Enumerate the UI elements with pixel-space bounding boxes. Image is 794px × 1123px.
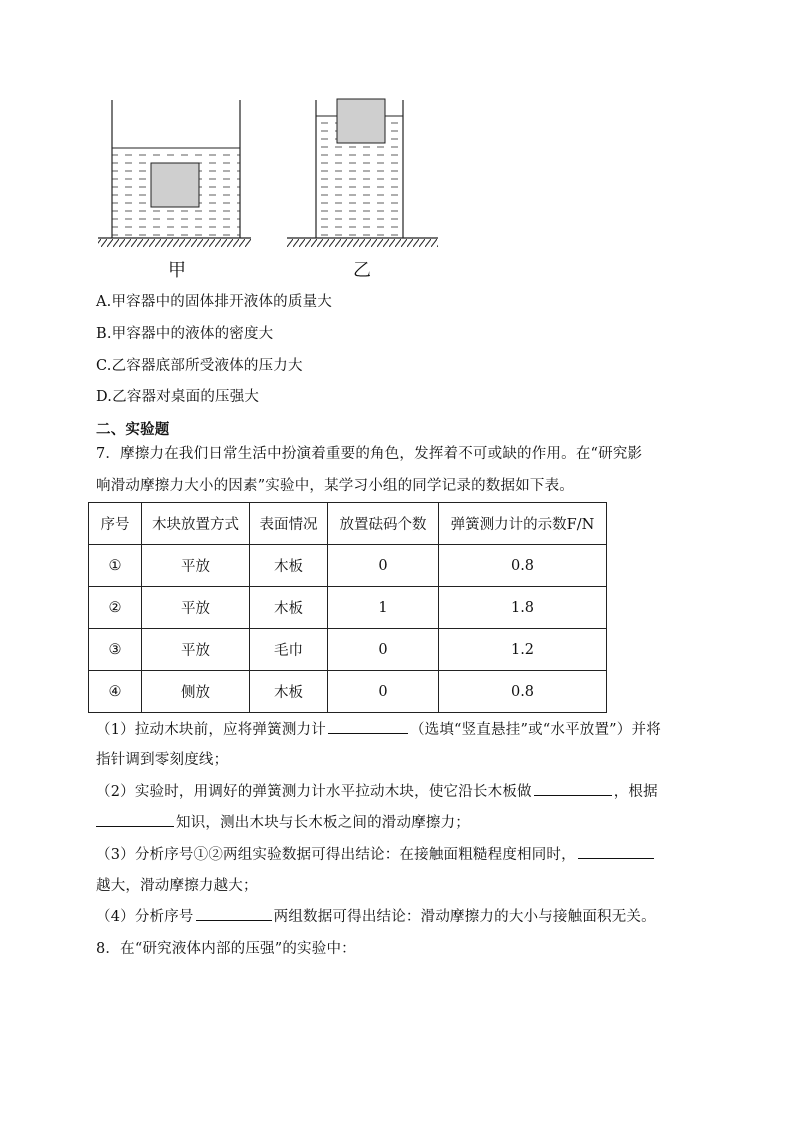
table-cell: 侧放 <box>142 671 250 713</box>
table-cell: 0.8 <box>439 671 607 713</box>
q7-stem-line2: 响滑动摩擦力大小的因素”实验中，某学习小组的同学记录的数据如下表。 <box>96 478 575 494</box>
q7-part1-line1 <box>96 718 661 739</box>
table-cell: 1.8 <box>439 587 607 629</box>
answer-blank-4[interactable] <box>578 843 654 859</box>
q7-part2-text-a: （2）实验时，用调好的弹簧测力计水平拉动木块，使它沿长木板做 <box>96 784 532 800</box>
table-cell: 1.2 <box>439 629 607 671</box>
table-cell: 毛巾 <box>250 629 328 671</box>
q7-part3-line1 <box>96 843 656 864</box>
table-row <box>89 671 607 713</box>
table-header-row <box>89 503 607 545</box>
table-cell: 0.8 <box>439 545 607 587</box>
section-title: 二、实验题 <box>96 421 170 438</box>
option-c: C.乙容器底部所受液体的压力大 <box>96 358 303 374</box>
q7-part1-text-a: （1）拉动木块前，应将弹簧测力计 <box>96 722 326 738</box>
q7-part4-text-b: 两组数据可得出结论：滑动摩擦力的大小与接触面积无关。 <box>273 909 656 925</box>
table-cell: 平放 <box>142 587 250 629</box>
solid-block-yi <box>337 99 385 143</box>
q7-part1-text-b: （选填“竖直悬挂”或“水平放置”）并将 <box>409 722 661 738</box>
answer-blank-1[interactable] <box>328 718 408 734</box>
figure-label-jia: 甲 <box>168 260 186 281</box>
q7-part3-line2: 越大，滑动摩擦力越大； <box>96 878 258 894</box>
table-cell: 平放 <box>142 545 250 587</box>
q7-stem-line1: 7．摩擦力在我们日常生活中扮演着重要的角色，发挥着不可或缺的作用。在“研究影 <box>96 446 643 462</box>
table-cell: 0 <box>328 629 439 671</box>
answer-blank-3[interactable] <box>96 811 174 827</box>
container-jia <box>98 100 251 247</box>
table-cell: ① <box>89 545 142 587</box>
table-cell: 0 <box>328 671 439 713</box>
table-row <box>89 545 607 587</box>
table-header-cell: 序号 <box>89 503 142 545</box>
q7-data-table <box>88 502 607 713</box>
table-row <box>89 587 607 629</box>
table-cell: 木板 <box>250 545 328 587</box>
option-d: D.乙容器对桌面的压强大 <box>96 389 260 405</box>
q7-part2-text-c: 知识，测出木块与长木板之间的滑动摩擦力； <box>176 815 470 831</box>
table-header-cell: 表面情况 <box>250 503 328 545</box>
q7-part3-text-a: （3）分析序号①②两组实验数据可得出结论：在接触面粗糙程度相同时， <box>96 847 576 863</box>
answer-blank-5[interactable] <box>196 905 272 921</box>
q7-part2-line1 <box>96 780 658 801</box>
table-cell: 木板 <box>250 587 328 629</box>
table-cell: ④ <box>89 671 142 713</box>
option-a: A.甲容器中的固体排开液体的质量大 <box>96 294 332 310</box>
table-cell: 平放 <box>142 629 250 671</box>
table-header-cell: 弹簧测力计的示数F/N <box>439 503 607 545</box>
q7-part4-line1 <box>96 905 656 926</box>
table-cell: 1 <box>328 587 439 629</box>
option-b: B.甲容器中的液体的密度大 <box>96 326 274 342</box>
solid-block-jia <box>151 163 199 207</box>
q7-part1-line2: 指针调到零刻度线； <box>96 752 229 768</box>
table-row <box>89 629 607 671</box>
table-cell: 0 <box>328 545 439 587</box>
table-header-cell: 木块放置方式 <box>142 503 250 545</box>
containers-diagram <box>95 95 445 255</box>
answer-blank-2[interactable] <box>534 780 612 796</box>
figure-label-yi: 乙 <box>353 260 371 281</box>
table-cell: ② <box>89 587 142 629</box>
table-header-cell: 放置砝码个数 <box>328 503 439 545</box>
table-cell: ③ <box>89 629 142 671</box>
q8-stem: 8．在“研究液体内部的压强”的实验中： <box>96 941 356 957</box>
q7-part2-text-b: ，根据 <box>613 784 658 800</box>
q7-part4-text-a: （4）分析序号 <box>96 909 194 925</box>
table-cell: 木板 <box>250 671 328 713</box>
containers-figure <box>95 95 445 280</box>
q7-part2-line2 <box>96 811 470 832</box>
container-yi <box>287 99 438 247</box>
